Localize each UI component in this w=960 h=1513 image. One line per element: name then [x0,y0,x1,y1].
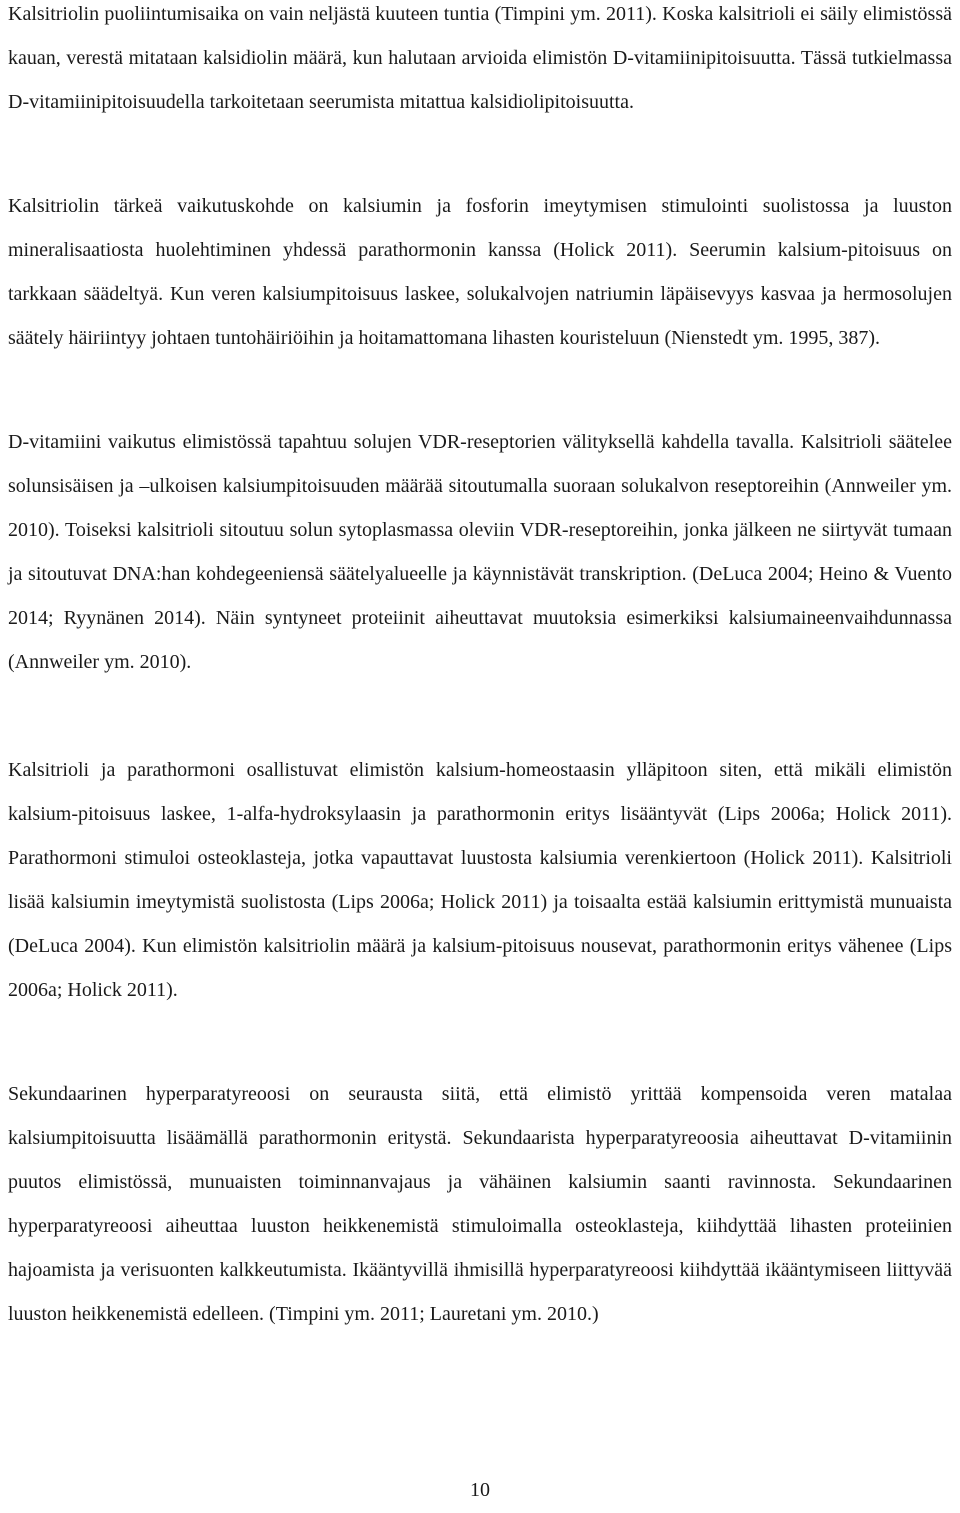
paragraph-calcitriol-target: Kalsitriolin tärkeä vaikutuskohde on kalsiumin ja fosforin imeytymisen stimulointi suolistossa ja luuston mineralisaatiosta huolehtiminen yhdessä parathormonin kanssa (Holick 2011). Seerumin kalsium-pitoisuus on tarkkaan säädeltyä. Kun veren kalsiumpitoisuus laskee, solukalvojen natriumin läpäisevyys kasvaa ja hermosolujen säätely häiriintyy johtaen tuntohäiriöihin ja hoitamattomana lihasten kouristeluun (Nienstedt ym. 1995, 387). [8,195,952,349]
page-number: 10 [470,1479,490,1501]
paragraph-calcitriol-half-life: Kalsitriolin puoliintumisaika on vain neljästä kuuteen tuntia (Timpini ym. 2011). Koska kalsitrioli ei säily elimistössä kauan, verestä mitataan kalsidiolin määrä, kun halutaan arvioida elimistön D-vitamiinipitoisuutta. Tässä tutkielmassa D-vitamiinipitoisuudella tarkoitetaan seerumista mitattua kalsidiolipitoisuutta. [8,3,952,113]
paragraph-calcium-homeostasis: Kalsitrioli ja parathormoni osallistuvat elimistön kalsium-homeostaasin ylläpitoon siten, että mikäli elimistön kalsium-pitoisuus laskee, 1-alfa-hydroksylaasin ja parathormonin eritys lisääntyvät (Lips 2006a; Holick 2011). Parathormoni stimuloi osteoklasteja, jotka vapauttavat luustosta kalsiumia verenkiertoon (Holick 2011). Kalsitrioli lisää kalsiumin imeytymistä suolistosta (Lips 2006a; Holick 2011) ja toisaalta estää kalsiumin erittymistä munuaista (DeLuca 2004). Kun elimistön kalsitriolin määrä ja kalsium-pitoisuus nousevat, parathormonin eritys vähenee (Lips 2006a; Holick 2011). [8,759,952,1001]
paragraph-secondary-hyperparathyroidism: Sekundaarinen hyperparatyreoosi on seurausta siitä, että elimistö yrittää kompensoida veren matalaa kalsiumpitoisuutta lisäämällä parathormonin eritystä. Sekundaarista hyperparatyreoosia aiheuttavat D-vitamiinin puutos elimistössä, munuaisten toiminnanvajaus ja vähäinen kalsiumin saanti ravinnosta. Sekundaarinen hyperparatyreoosi aiheuttaa luuston heikkenemistä stimuloimalla osteoklasteja, kiihdyttää lihasten proteiinien hajoamista ja verisuonten kalkkeutumista. Ikääntyvillä ihmisillä hyperparatyreoosi kiihdyttää ikääntymiseen liittyvää luuston heikkenemistä edelleen. (Timpini ym. 2011; Lauretani ym. 2010.) [8,1083,952,1325]
paragraph-vdr-receptors: D-vitamiini vaikutus elimistössä tapahtuu solujen VDR-reseptorien välityksellä kahdella tavalla. Kalsitrioli säätelee solunsisäisen ja –ulkoisen kalsiumpitoisuuden määrää sitoutumalla suoraan solukalvon reseptoreihin (Annweiler ym. 2010). Toiseksi kalsitrioli sitoutuu solun sytoplasmassa oleviin VDR-reseptoreihin, jonka jälkeen ne siirtyvät tumaan ja sitoutuvat DNA:han kohdegeeniensä säätelyalueelle ja käynnistävät transkription. (DeLuca 2004; Heino & Vuento 2014; Ryynänen 2014). Näin syntyneet proteiinit aiheuttavat muutoksia esimerkiksi kalsiumaineenvaihdunnassa (Annweiler ym. 2010). [8,431,952,673]
